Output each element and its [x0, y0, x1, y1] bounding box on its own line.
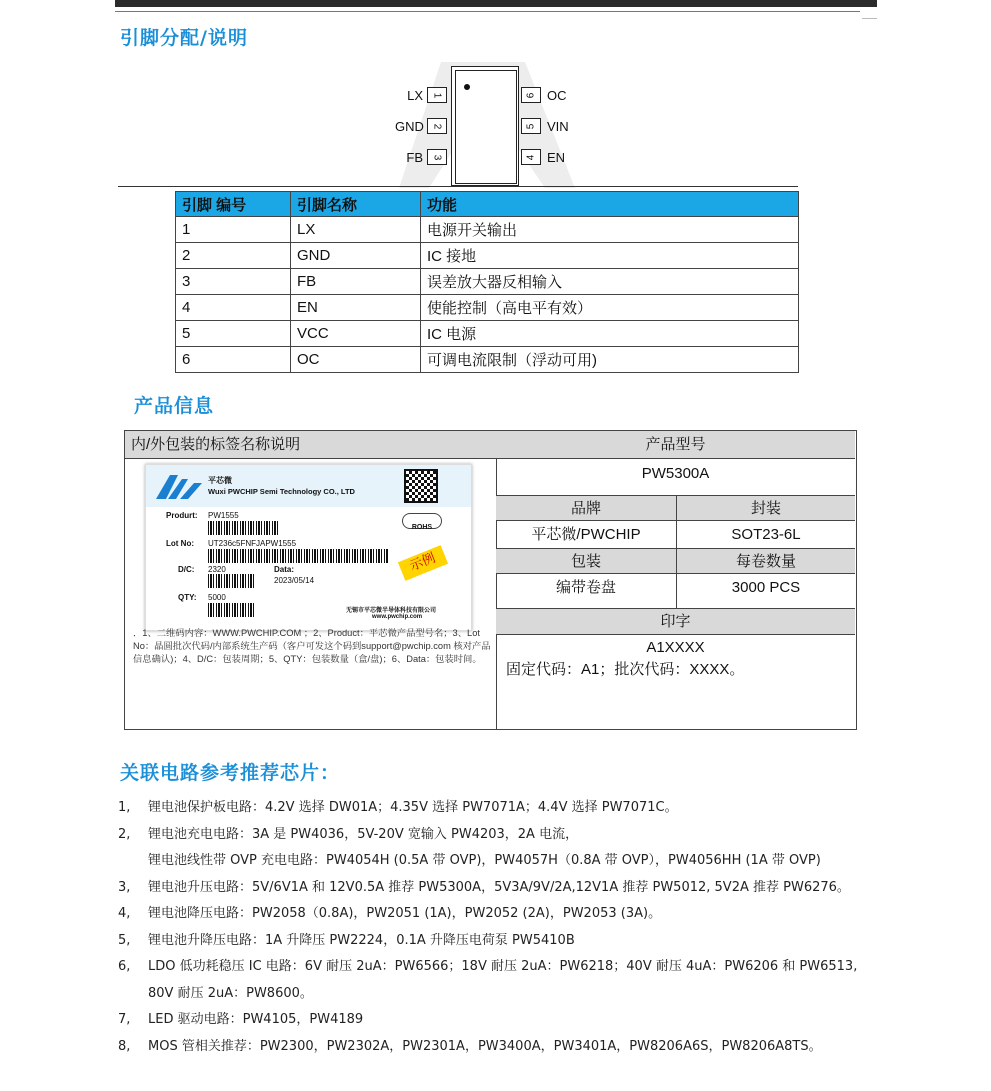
- pin-label-vin: VIN: [547, 119, 569, 134]
- pin-label-gnd: GND: [395, 119, 424, 134]
- header-pin-name: 引脚名称: [291, 192, 421, 217]
- barcode-icon: [208, 574, 256, 588]
- list-item-number: 8,: [118, 1038, 131, 1054]
- cell: FB: [291, 269, 421, 295]
- cell: IC 接地: [421, 243, 799, 269]
- list-item: [118, 1007, 878, 1034]
- packing-header: 包装: [496, 549, 676, 574]
- brand-value: 平芯微/PWCHIP: [496, 521, 676, 549]
- list-item-number: 4,: [118, 906, 131, 921]
- list-item: [118, 875, 878, 902]
- cell: VCC: [291, 321, 421, 347]
- label-company-en: Wuxi PWCHIP Semi Technology CO., LTD: [208, 487, 355, 496]
- cell: 3: [176, 269, 291, 295]
- label-dc-key: D/C:: [178, 565, 195, 574]
- pin-table: [175, 191, 799, 373]
- label-data-value: 2023/05/14: [274, 576, 315, 585]
- list-item-number: 1,: [118, 800, 131, 815]
- label-column-header: 内/外包装的标签名称说明: [125, 431, 496, 459]
- list-item-text: 锂电池降压电路：PW2058（0.8A)，PW2051 (1A)，PW2052 (2A)，PW2053 (3A)。: [148, 906, 662, 921]
- pin-box-6: 6: [521, 87, 541, 103]
- top-thin-rule: [115, 11, 860, 12]
- related-heading: 关联电路参考推荐芯片：: [120, 762, 341, 784]
- list-item: [118, 901, 878, 928]
- table-row: [176, 347, 799, 373]
- pin-label-en: EN: [547, 150, 566, 165]
- label-column: [125, 431, 497, 729]
- packing-value: 编带卷盘: [496, 574, 676, 609]
- cell: OC: [291, 347, 421, 373]
- pin-label-lx: LX: [407, 88, 423, 103]
- header-function: 功能: [421, 192, 799, 217]
- qty-value: 3000 PCS: [676, 574, 855, 609]
- list-item-text: 锂电池升压电路：5V/6V1A 和 12V0.5A 推荐 PW5300A，5V3A/9V/2A,12V1A 推荐 PW5012, 5V2A 推荐 PW6276。: [148, 879, 850, 895]
- product-info-table: [124, 430, 857, 730]
- package-header: 封装: [676, 496, 855, 521]
- table-row: [176, 321, 799, 347]
- pin-box-1: 1: [427, 87, 447, 103]
- cell: EN: [291, 295, 421, 321]
- marking-note: 固定代码：A1；批次代码：XXXX。: [506, 661, 745, 678]
- label-company-cn: 平芯微: [208, 476, 232, 485]
- list-item-text: 锂电池升降压电路：1A 升降压 PW2224，0.1A 升降压电荷泵 PW5410B: [148, 932, 575, 948]
- pin-box-3: 3: [427, 149, 447, 165]
- table-row: [176, 217, 799, 243]
- qty-header: 每卷数量: [676, 549, 855, 574]
- list-item: [118, 981, 878, 1008]
- model-header: 产品型号: [496, 431, 855, 459]
- cell: 可调电流限制（浮动可用): [421, 347, 799, 373]
- pin-box-2: 2: [427, 118, 447, 134]
- sample-stamp: 示例: [398, 545, 448, 581]
- pinout-heading: 引脚分配/说明: [120, 27, 248, 49]
- list-item-number: 3,: [118, 879, 131, 895]
- cell: 使能控制（高电平有效）: [421, 295, 799, 321]
- list-item-text: 锂电池线性带 OVP 充电电路：PW4054H (0.5A 带 OVP)，PW4057H（0.8A 带 OVP），PW4056HH (1A 带 OVP): [148, 853, 821, 868]
- cell: 电源开关输出: [421, 217, 799, 243]
- list-item: [118, 1034, 878, 1061]
- pin-label-oc: OC: [547, 88, 567, 103]
- barcode-icon: [208, 603, 256, 617]
- marking-value: A1XXXX: [646, 639, 705, 656]
- pwchip-logo-icon: [154, 473, 204, 501]
- package-value: SOT23-6L: [676, 521, 855, 549]
- pin-diagram: [395, 60, 595, 190]
- pin-box-4: 4: [521, 149, 541, 165]
- list-item-number: 7,: [118, 1012, 131, 1027]
- cell: LX: [291, 217, 421, 243]
- cell: 误差放大器反相输入: [421, 269, 799, 295]
- table-row: [176, 269, 799, 295]
- table-header-row: [176, 192, 799, 217]
- related-list: [118, 795, 878, 1060]
- list-item: [118, 848, 878, 875]
- top-rule: [115, 0, 877, 7]
- cell: IC 电源: [421, 321, 799, 347]
- list-item-number: [118, 848, 148, 875]
- sample-label: [145, 464, 472, 631]
- list-item-text: 80V 耐压 2uA：PW8600。: [148, 985, 313, 1001]
- header-pin-number: 引脚 编号: [176, 192, 291, 217]
- list-item: [118, 822, 878, 849]
- list-item-text: 锂电池保护板电路：4.2V 选择 DW01A；4.35V 选择 PW7071A；4.4V 选择 PW7071C。: [148, 800, 678, 815]
- divider: [118, 186, 798, 187]
- rohs-badge: [402, 513, 442, 529]
- label-product-value: PW1555: [208, 511, 239, 520]
- label-qty-value: 5000: [208, 593, 226, 602]
- qr-code-icon: [404, 469, 438, 503]
- list-item-number: [118, 981, 148, 1008]
- top-right-rule: [862, 18, 877, 19]
- list-item-text: 锂电池充电电路：3A 是 PW4036，5V-20V 宽输入 PW4203，2A 电流，: [148, 826, 579, 842]
- rohs-text: ROHS: [411, 524, 433, 531]
- label-product-key: Produrt:: [166, 511, 198, 520]
- label-lot-key: Lot No:: [166, 539, 194, 548]
- model-value: PW5300A: [496, 459, 855, 496]
- brand-header: 品牌: [496, 496, 676, 521]
- cell: 2: [176, 243, 291, 269]
- cell: 6: [176, 347, 291, 373]
- list-item-number: 5,: [118, 932, 131, 948]
- label-data-key: Data:: [274, 565, 295, 574]
- list-item: [118, 795, 878, 822]
- list-item-number: 6,: [118, 959, 131, 974]
- label-footer-cn: 无锡市平芯微半导体科技有限公司: [346, 608, 437, 614]
- table-row: [176, 295, 799, 321]
- label-lot-value: UT236c5FNFJAPW1555: [208, 539, 297, 548]
- cell: GND: [291, 243, 421, 269]
- barcode-icon: [208, 521, 280, 535]
- label-dc-value: 2320: [208, 565, 226, 574]
- pin-label-fb: FB: [406, 150, 423, 165]
- barcode-icon: [208, 549, 388, 563]
- cell: 1: [176, 217, 291, 243]
- list-item-text: MOS 管相关推荐：PW2300，PW2302A，PW2301A，PW3400A，PW3401A，PW8206A6S，PW8206A8TS。: [148, 1038, 822, 1054]
- list-item-number: 2,: [118, 826, 131, 842]
- list-item: [118, 954, 878, 981]
- table-row: [176, 243, 799, 269]
- list-item-text: LED 驱动电路：PW4105，PW4189: [148, 1012, 364, 1027]
- product-info-heading: 产品信息: [134, 395, 215, 417]
- list-item-text: LDO 低功耗稳压 IC 电路：6V 耐压 2uA：PW6566；18V 耐压 2uA：PW6218；40V 耐压 4uA：PW6206 和 PW6513,: [148, 959, 858, 974]
- pin-box-5: 5: [521, 118, 541, 134]
- label-description-note: ．1、二维码内容：WWW.PWCHIP.COM ；2、Product：平芯微产品型号名；3、Lot No：晶圆批次代码/内部系统生产码（客户可发这个码到support@pwchip.com 核对产品信息确认)；4、D/C：包装周期；5、QTY：包装数量（盒/盘)；6、Data：包装时间。: [133, 628, 491, 664]
- marking-header: 印字: [496, 609, 855, 635]
- pin1-dot-icon: [464, 84, 470, 90]
- list-item: [118, 928, 878, 955]
- cell: 4: [176, 295, 291, 321]
- cell: 5: [176, 321, 291, 347]
- label-footer-url: www.pwchip.com: [372, 614, 423, 620]
- label-qty-key: QTY:: [178, 593, 197, 602]
